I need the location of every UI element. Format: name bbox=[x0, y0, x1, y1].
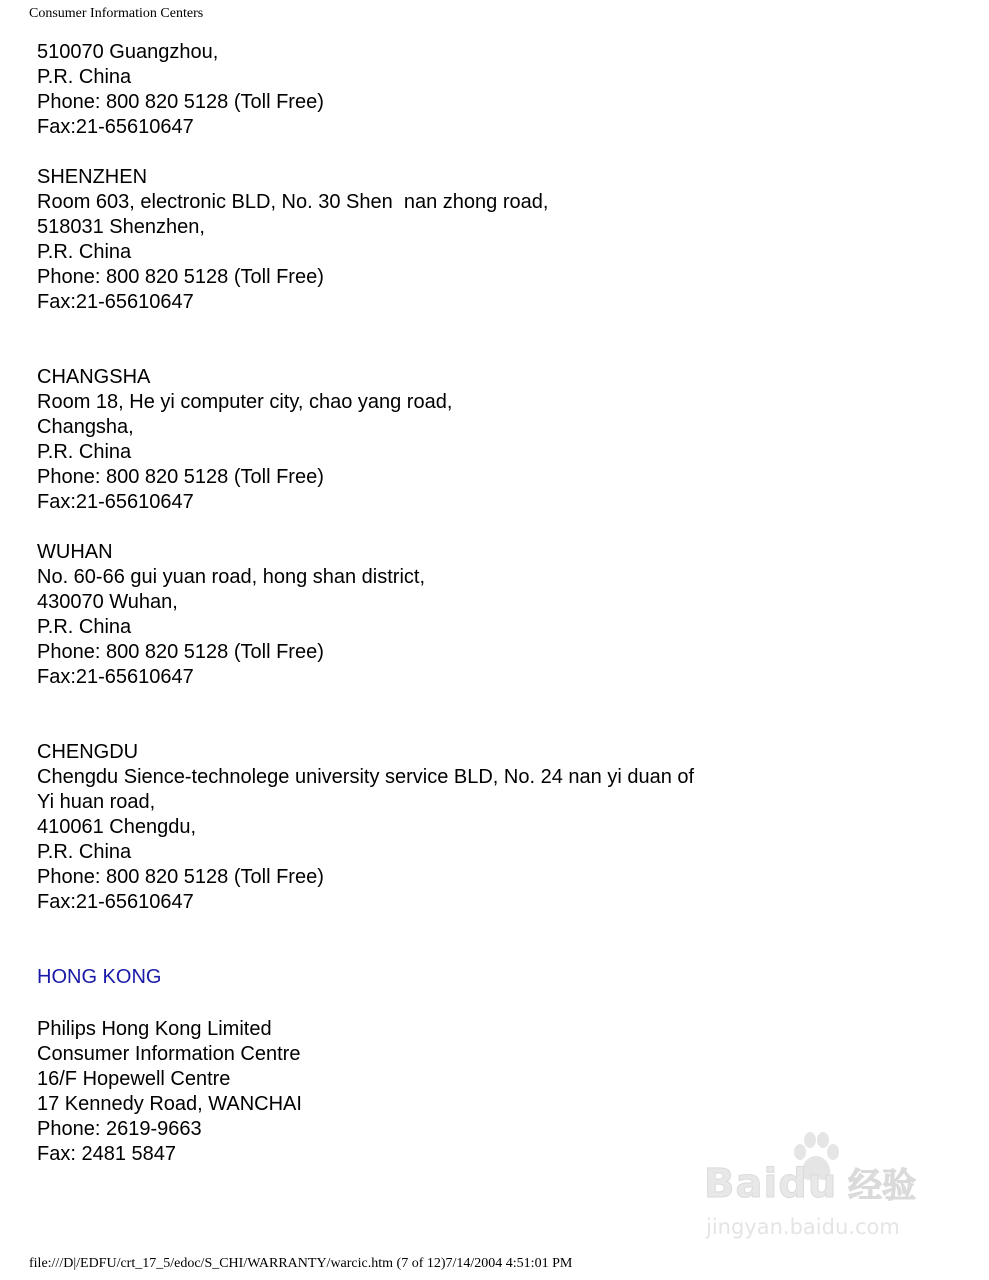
address-line: 17 Kennedy Road, WANCHAI bbox=[37, 1093, 302, 1115]
baidu-jingyan-watermark bbox=[700, 1128, 940, 1246]
baidu-logo-text: Baidu bbox=[704, 1161, 838, 1207]
city-heading: WUHAN bbox=[37, 541, 113, 563]
jingyan-logo-text: 经验 bbox=[848, 1166, 916, 1206]
address-list bbox=[37, 40, 937, 1167]
address-line: Room 18, He yi computer city, chao yang road, bbox=[37, 391, 453, 413]
address-line: 430070 Wuhan, bbox=[37, 591, 178, 613]
address-line: 518031 Shenzhen, bbox=[37, 216, 205, 238]
changsha-address-block bbox=[37, 365, 937, 515]
phone-line: Phone: 800 820 5128 (Toll Free) bbox=[37, 91, 324, 113]
spacer bbox=[37, 315, 937, 365]
address-line: Yi huan road, bbox=[37, 791, 156, 813]
phone-line: Phone: 800 820 5128 (Toll Free) bbox=[37, 466, 324, 488]
address-line: 16/F Hopewell Centre bbox=[37, 1068, 231, 1090]
fax-line: Fax:21-65610647 bbox=[37, 666, 194, 688]
address-line: P.R. China bbox=[37, 441, 132, 463]
spacer bbox=[37, 915, 937, 965]
phone-line: Phone: 800 820 5128 (Toll Free) bbox=[37, 641, 324, 663]
fax-line: Fax: 2481 5847 bbox=[37, 1143, 176, 1165]
spacer bbox=[37, 140, 937, 165]
address-line: Room 603, electronic BLD, No. 30 Shen nan zhong road, bbox=[37, 191, 549, 213]
region-heading: HONG KONG bbox=[37, 966, 162, 988]
spacer bbox=[37, 690, 937, 740]
phone-line: Phone: 2619-9663 bbox=[37, 1118, 202, 1140]
fax-line: Fax:21-65610647 bbox=[37, 291, 194, 313]
guangzhou-address-block bbox=[37, 40, 937, 140]
address-line: Consumer Information Centre bbox=[37, 1043, 301, 1065]
chengdu-address-block bbox=[37, 740, 937, 915]
shenzhen-address-block bbox=[37, 165, 937, 315]
city-heading: CHANGSHA bbox=[37, 366, 151, 388]
city-heading: CHENGDU bbox=[37, 741, 139, 763]
fax-line: Fax:21-65610647 bbox=[37, 491, 194, 513]
phone-line: Phone: 800 820 5128 (Toll Free) bbox=[37, 866, 324, 888]
address-line: 510070 Guangzhou, bbox=[37, 41, 219, 63]
spacer bbox=[37, 515, 937, 540]
address-line: P.R. China bbox=[37, 66, 132, 88]
spacer bbox=[37, 990, 937, 1017]
page-footer: file:///D|/EDFU/crt_17_5/edoc/S_CHI/WARRANTY/warcic.htm (7 of 12)7/14/2004 4:51:01 PM bbox=[29, 1256, 573, 1271]
phone-line: Phone: 800 820 5128 (Toll Free) bbox=[37, 266, 324, 288]
address-line: P.R. China bbox=[37, 841, 132, 863]
address-line: P.R. China bbox=[37, 616, 132, 638]
address-line: 410061 Chengdu, bbox=[37, 816, 197, 838]
address-line: Changsha, bbox=[37, 416, 134, 438]
address-line: P.R. China bbox=[37, 241, 132, 263]
wuhan-address-block bbox=[37, 540, 937, 690]
page-header: Consumer Information Centers bbox=[29, 6, 204, 21]
city-heading: SHENZHEN bbox=[37, 166, 148, 188]
fax-line: Fax:21-65610647 bbox=[37, 116, 194, 138]
company-name: Philips Hong Kong Limited bbox=[37, 1018, 272, 1040]
address-line: Chengdu Sience-technolege university service BLD, No. 24 nan yi duan of bbox=[37, 766, 695, 788]
fax-line: Fax:21-65610647 bbox=[37, 891, 194, 913]
address-line: No. 60-66 gui yuan road, hong shan district, bbox=[37, 566, 426, 588]
watermark-url: jingyan.baidu.com bbox=[706, 1215, 900, 1239]
